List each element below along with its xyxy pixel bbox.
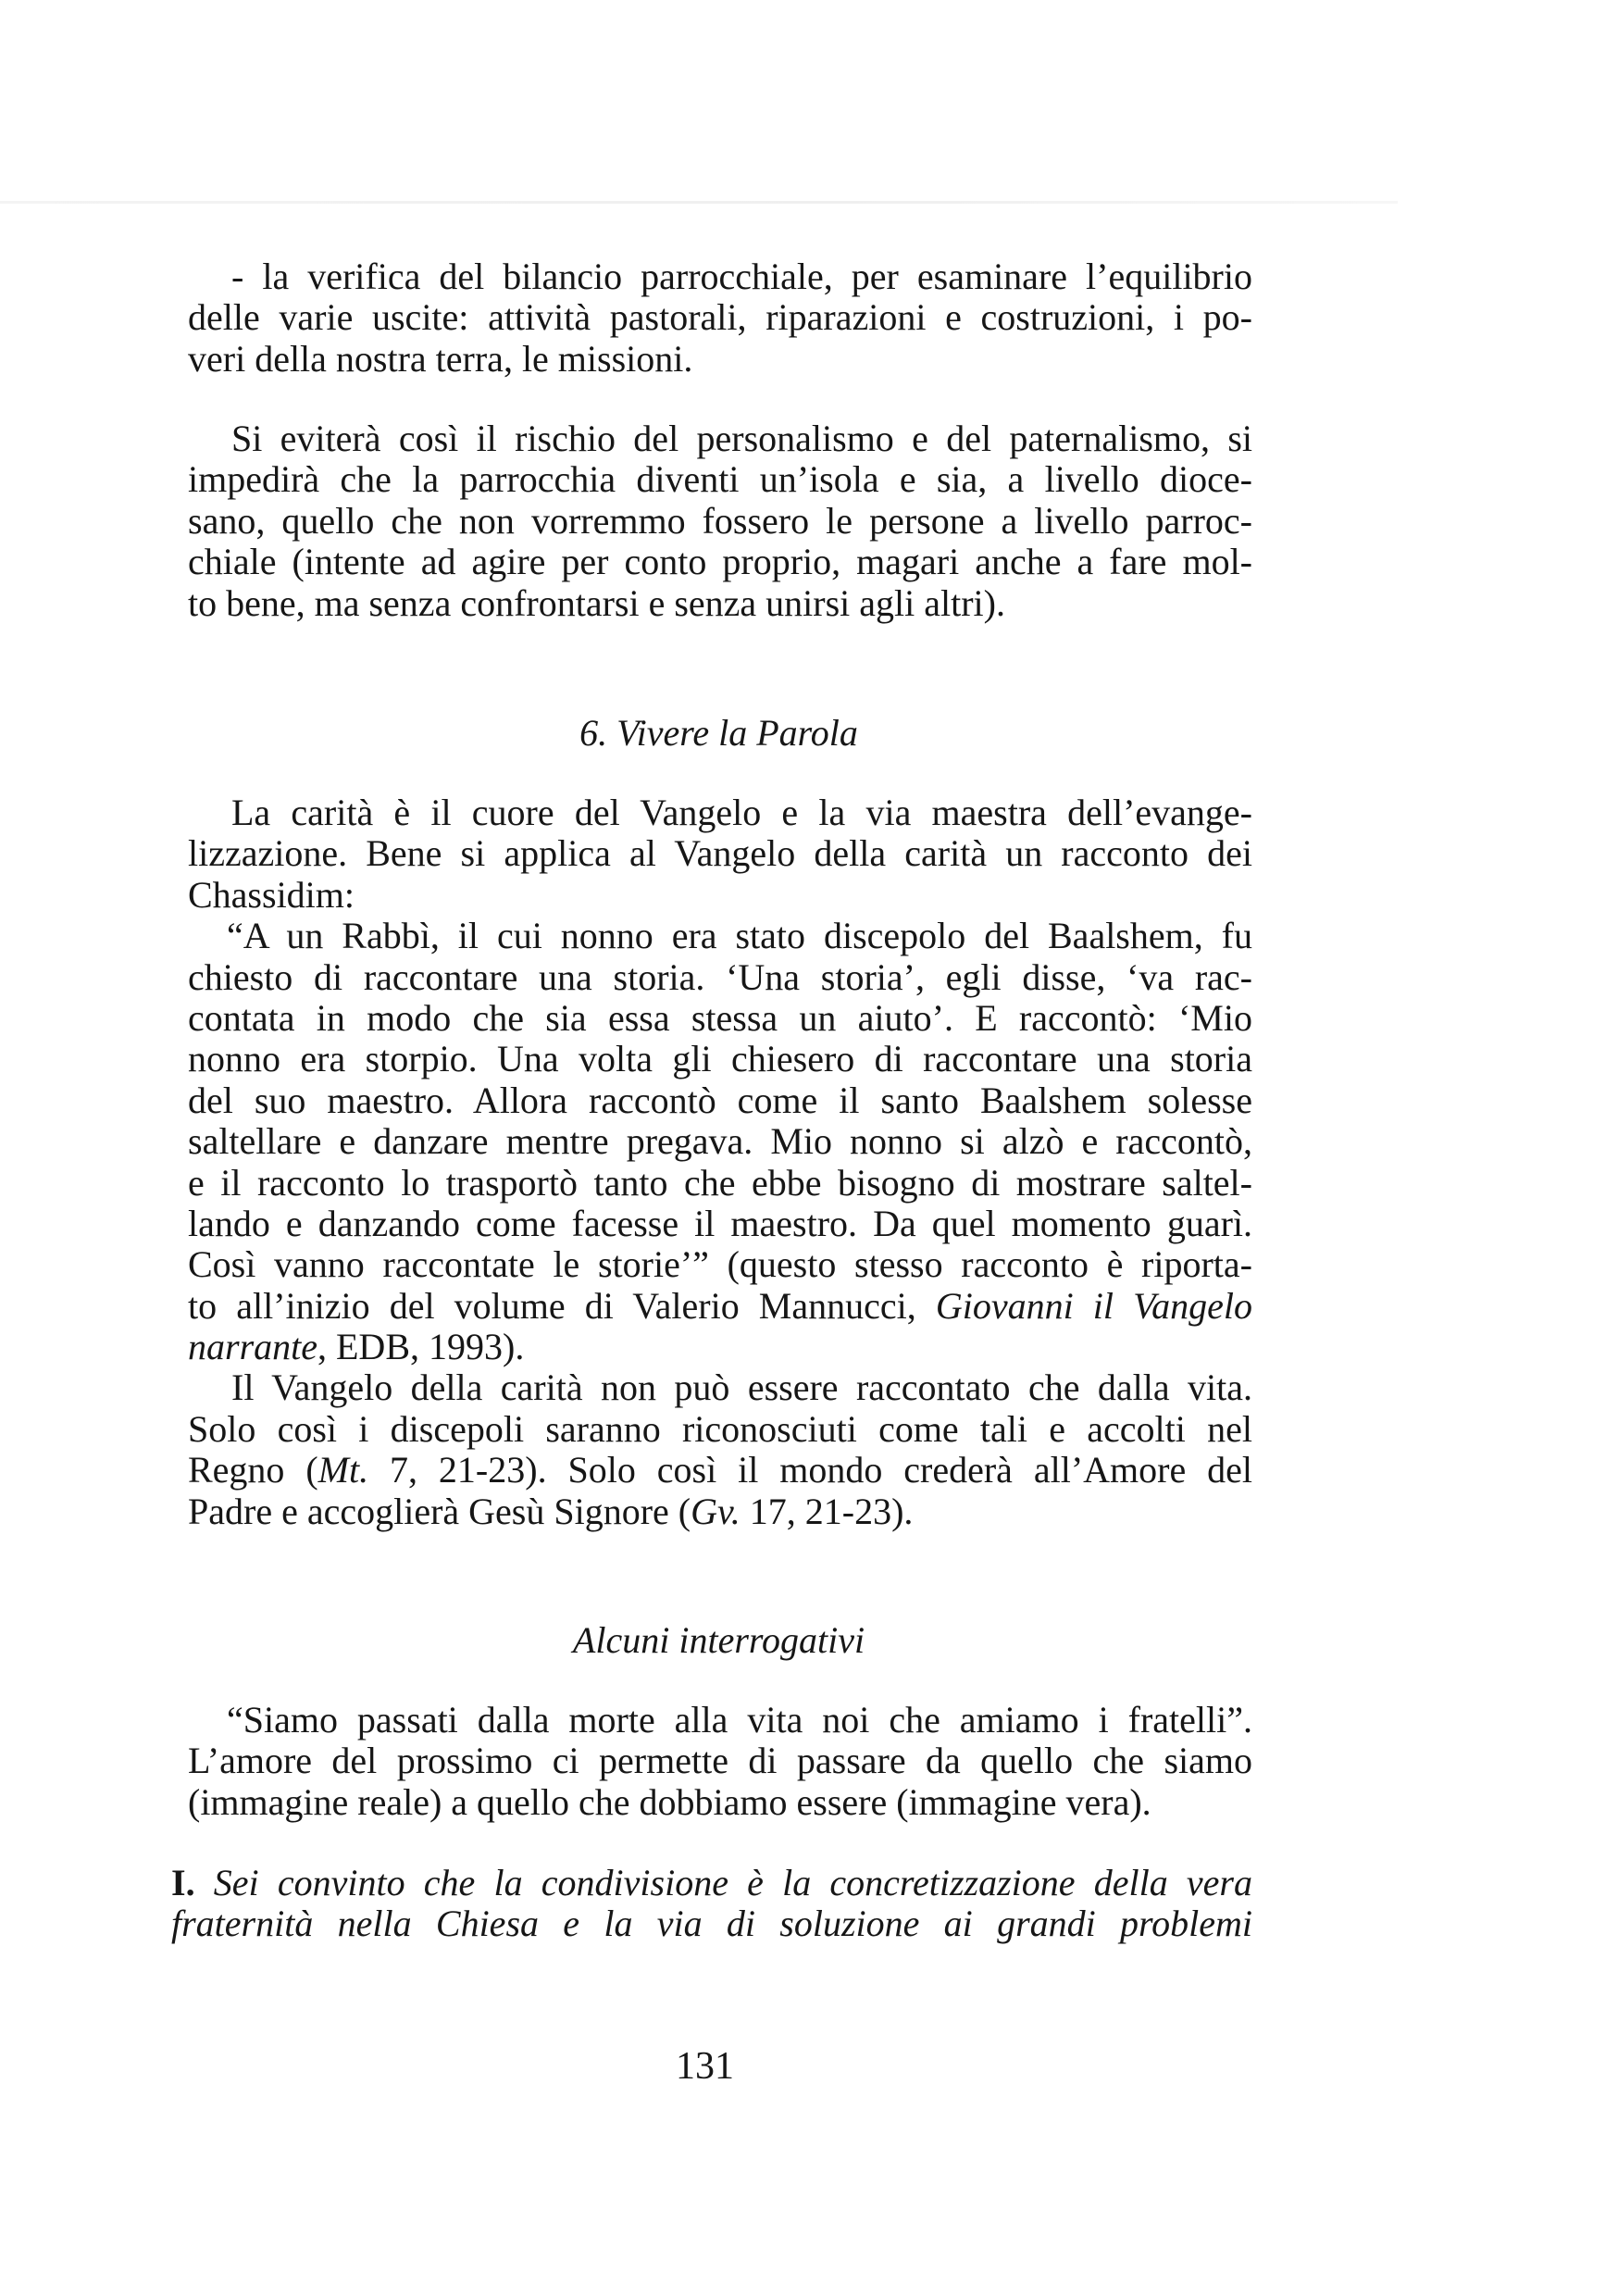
paragraph-bilancio — [188, 256, 1252, 380]
question-line: fraternità nella Chiesa e la via di soluzione ai grandi problemi — [171, 1903, 1252, 1945]
text-line: Così vanno raccontate le storie’” (questo stesso racconto è riporta- — [188, 1243, 1252, 1286]
text: Padre e accoglierà Gesù Signore ( — [188, 1490, 691, 1532]
text-line: Chassidim: — [188, 873, 355, 916]
question-text: Sei convinto che la condivisione è la concretizzazione della vera — [194, 1862, 1252, 1903]
text-line: lando e danzando come facesse il maestro. Da quel momento guarì. — [188, 1202, 1252, 1244]
text-line: Si eviterà così il rischio del personalismo e del paternalismo, si — [231, 418, 1252, 459]
text-line — [188, 1491, 1252, 1532]
text-line: to bene, ma senza confrontarsi e senza unirsi agli altri). — [188, 581, 1005, 624]
text-line: “Siamo passati dalla morte alla vita noi che amiamo i fratelli”. — [227, 1699, 1252, 1741]
question-1 — [171, 1863, 1252, 1945]
text-line: impedirà che la parrocchia diventi un’isola e sia, a livello dioce- — [188, 458, 1252, 501]
section-6-body — [188, 792, 1252, 1532]
question-line — [171, 1863, 1252, 1903]
text: 7, 21-23). Solo così il mondo crederà all’Amore del — [368, 1449, 1252, 1491]
text-line: Il Vangelo della carità non può essere raccontato che dalla vita. — [231, 1366, 1252, 1409]
text-line: saltellare e danzare mentre pregava. Mio nonno si alzò e raccontò, — [188, 1120, 1252, 1163]
text-line: del suo maestro. Allora raccontò come il santo Baalshem solesse — [188, 1079, 1252, 1121]
scan-edge-line — [0, 201, 1398, 204]
text-line: La carità è il cuore del Vangelo e la via maestra dell’evange- — [231, 792, 1252, 833]
text-line: lizzazione. Bene si applica al Vangelo della carità un racconto dei — [188, 832, 1252, 875]
section-heading: Alcuni interrogativi — [572, 1619, 865, 1661]
book-title: Giovanni il Vangelo — [935, 1284, 1252, 1327]
page-number: 131 — [676, 2045, 734, 2088]
text: Regno ( — [188, 1449, 318, 1491]
text-line — [188, 1450, 1252, 1491]
citation-text: , EDB, 1993). — [317, 1326, 525, 1368]
text-line: - la verifica del bilancio parrocchiale, per esaminare l’equilibrio — [231, 256, 1252, 297]
book-title: narrante — [188, 1326, 317, 1368]
text-line: (immagine reale) a quello che dobbiamo essere (immagine vera). — [188, 1780, 1151, 1823]
scripture-ref: Gv. — [691, 1490, 741, 1532]
text-line: delle varie uscite: attività pastorali, riparazioni e costruzioni, i po- — [188, 296, 1252, 339]
scripture-ref: Mt. — [317, 1449, 369, 1491]
text-line: sano, quello che non vorremmo fossero le persone a livello parroc- — [188, 499, 1252, 542]
question-number: I. — [171, 1862, 195, 1903]
text-line: veri della nostra terra, le missioni. — [188, 337, 693, 380]
text-line: L’amore del prossimo ci permette di passare da quello che siamo — [188, 1740, 1252, 1782]
text-line: “A un Rabbì, il cui nonno era stato discepolo del Baalshem, fu — [227, 915, 1252, 957]
text: 17, 21-23). — [740, 1490, 914, 1532]
text-line: Solo così i discepoli saranno riconosciuti come tali e accolti nel — [188, 1407, 1252, 1450]
citation-line — [188, 1327, 1252, 1367]
section-heading: 6. Vivere la Parola — [579, 712, 858, 754]
citation-line — [188, 1286, 1252, 1327]
text-line: nonno era storpio. Una volta gli chiesero di raccontare una storia — [188, 1038, 1252, 1080]
citation-text: to all’inizio del volume di Valerio Mannucci, — [188, 1284, 936, 1327]
text-line: contata in modo che sia essa stessa un aiuto’. E raccontò: ‘Mio — [188, 996, 1252, 1039]
text-line: chiale (intente ad agire per conto proprio, magari anche a fare mol- — [188, 541, 1252, 583]
paragraph-personalismo — [188, 418, 1252, 624]
text-line: e il racconto lo trasportò tanto che ebbe bisogno di mostrare saltel- — [188, 1161, 1252, 1204]
text-line: chiesto di raccontare una storia. ‘Una storia’, egli disse, ‘va rac- — [188, 955, 1252, 998]
questions-intro — [188, 1700, 1252, 1823]
